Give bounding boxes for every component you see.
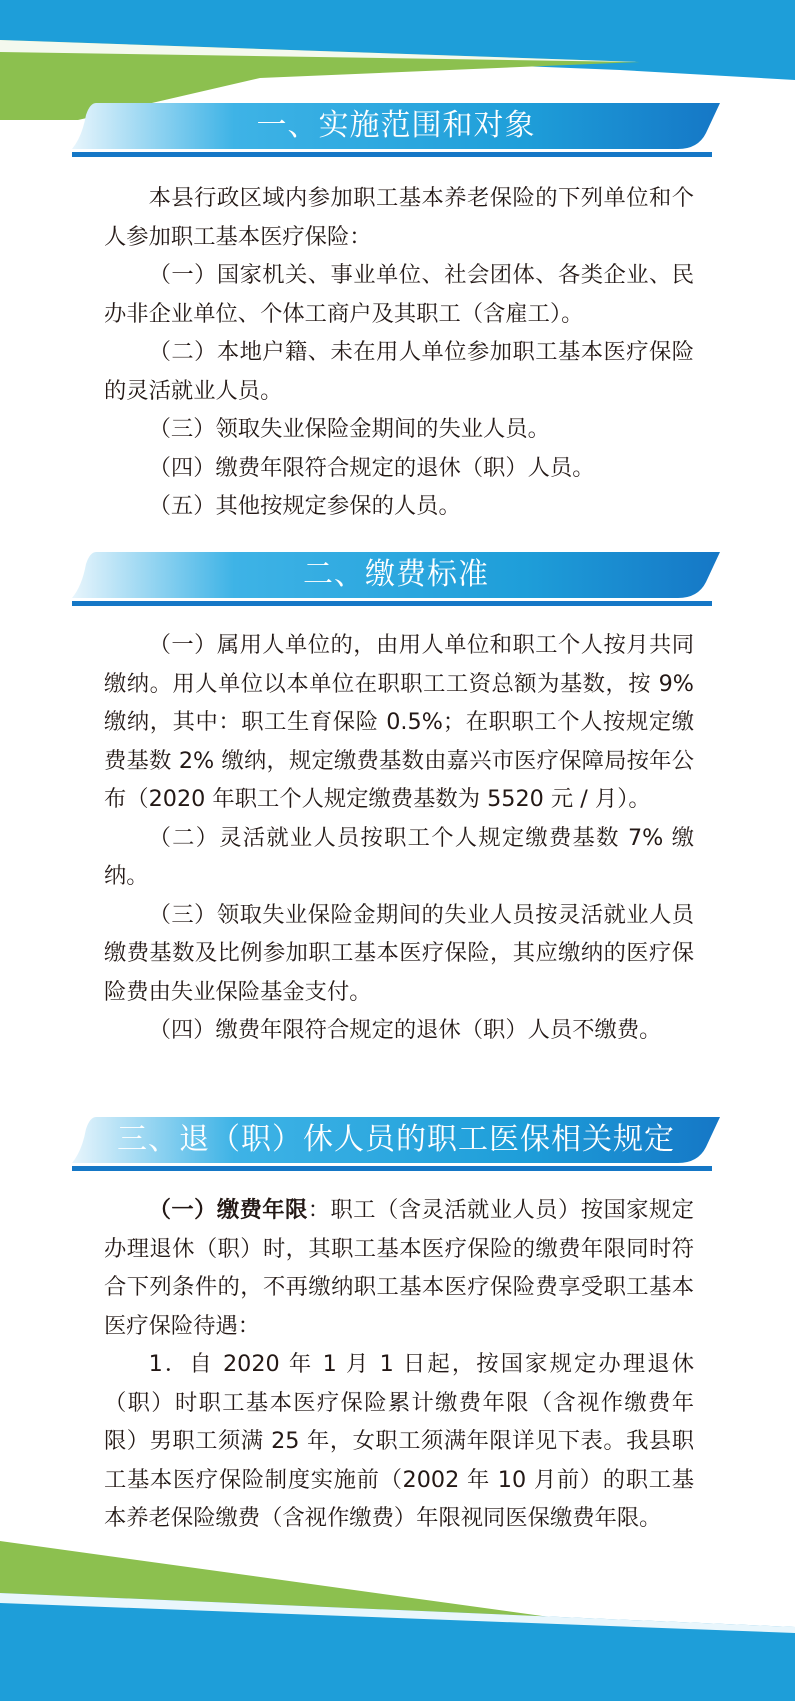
section-body-retiree-rules <box>104 1191 694 1538</box>
section-body-scope <box>104 179 694 526</box>
paragraph: （一）属用人单位的，由用人单位和职工个人按月共同缴纳。用人单位以本单位在职职工工资总额为基数，按 9% 缴纳，其中：职工生育保险 0.5%；在职职工个人按规定缴费基数 2% 缴纳，规定缴费基数由嘉兴市医疗保障局按年公布（2020 年职工个人规定缴费基数为 5520 元 / 月）。 <box>104 632 694 812</box>
paragraph: （二）本地户籍、未在用人单位参加职工基本医疗保险的灵活就业人员。 <box>104 339 694 404</box>
paragraph: 本县行政区域内参加职工基本养老保险的下列单位和个人参加职工基本医疗保险： <box>104 185 694 250</box>
paragraph-lead: （一）缴费年限 <box>148 1197 308 1223</box>
top-decoration <box>0 0 795 120</box>
paragraph-text: ：职工（含灵活就业人员）按国家规定办理退休（职）时，其职工基本医疗保险的缴费年限同时符合下列条件的，不再缴纳职工基本医疗保险费享受职工基本医疗保险待遇： <box>104 1197 694 1339</box>
paragraph: （三）领取失业保险金期间的失业人员。 <box>148 416 550 442</box>
paragraph <box>104 1191 694 1345</box>
paragraph: （二）灵活就业人员按职工个人规定缴费基数 7% 缴纳。 <box>104 824 694 889</box>
section-body-payment-standard <box>104 626 694 1050</box>
section-header-retiree-rules <box>72 1117 720 1169</box>
section-title: 三、退（职）休人员的职工医保相关规定 <box>117 1122 675 1157</box>
bottom-decoration <box>0 1541 795 1701</box>
paragraph: （四）缴费年限符合规定的退休（职）人员不缴费。 <box>148 1017 662 1043</box>
paragraph: （四）缴费年限符合规定的退休（职）人员。 <box>148 454 595 481</box>
section-header-payment-standard <box>72 552 720 604</box>
section-title: 二、缴费标准 <box>303 557 489 592</box>
paragraph: （三）领取失业保险金期间的失业人员按灵活就业人员缴费基数及比例参加职工基本医疗保险，其应缴纳的医疗保险费由失业保险基金支付。 <box>104 901 694 1005</box>
section-header-scope <box>72 103 720 155</box>
paragraph: 1．自 2020 年 1 月 1 日起，按国家规定办理退休（职）时职工基本医疗保险累计缴费年限（含视作缴费年限）男职工须满 25 年，女职工须满年限详见下表。我县职工基本医疗保险制度实施前（2002 年 10 月前）的职工基本养老保险缴费（含视作缴费）年限视同医保缴费年限。 <box>104 1351 694 1531</box>
section-title: 一、实施范围和对象 <box>256 108 536 143</box>
paragraph: （五）其他按规定参保的人员。 <box>148 493 461 519</box>
paragraph: （一）国家机关、事业单位、社会团体、各类企业、民办非企业单位、个体工商户及其职工（含雇工）。 <box>104 262 694 327</box>
